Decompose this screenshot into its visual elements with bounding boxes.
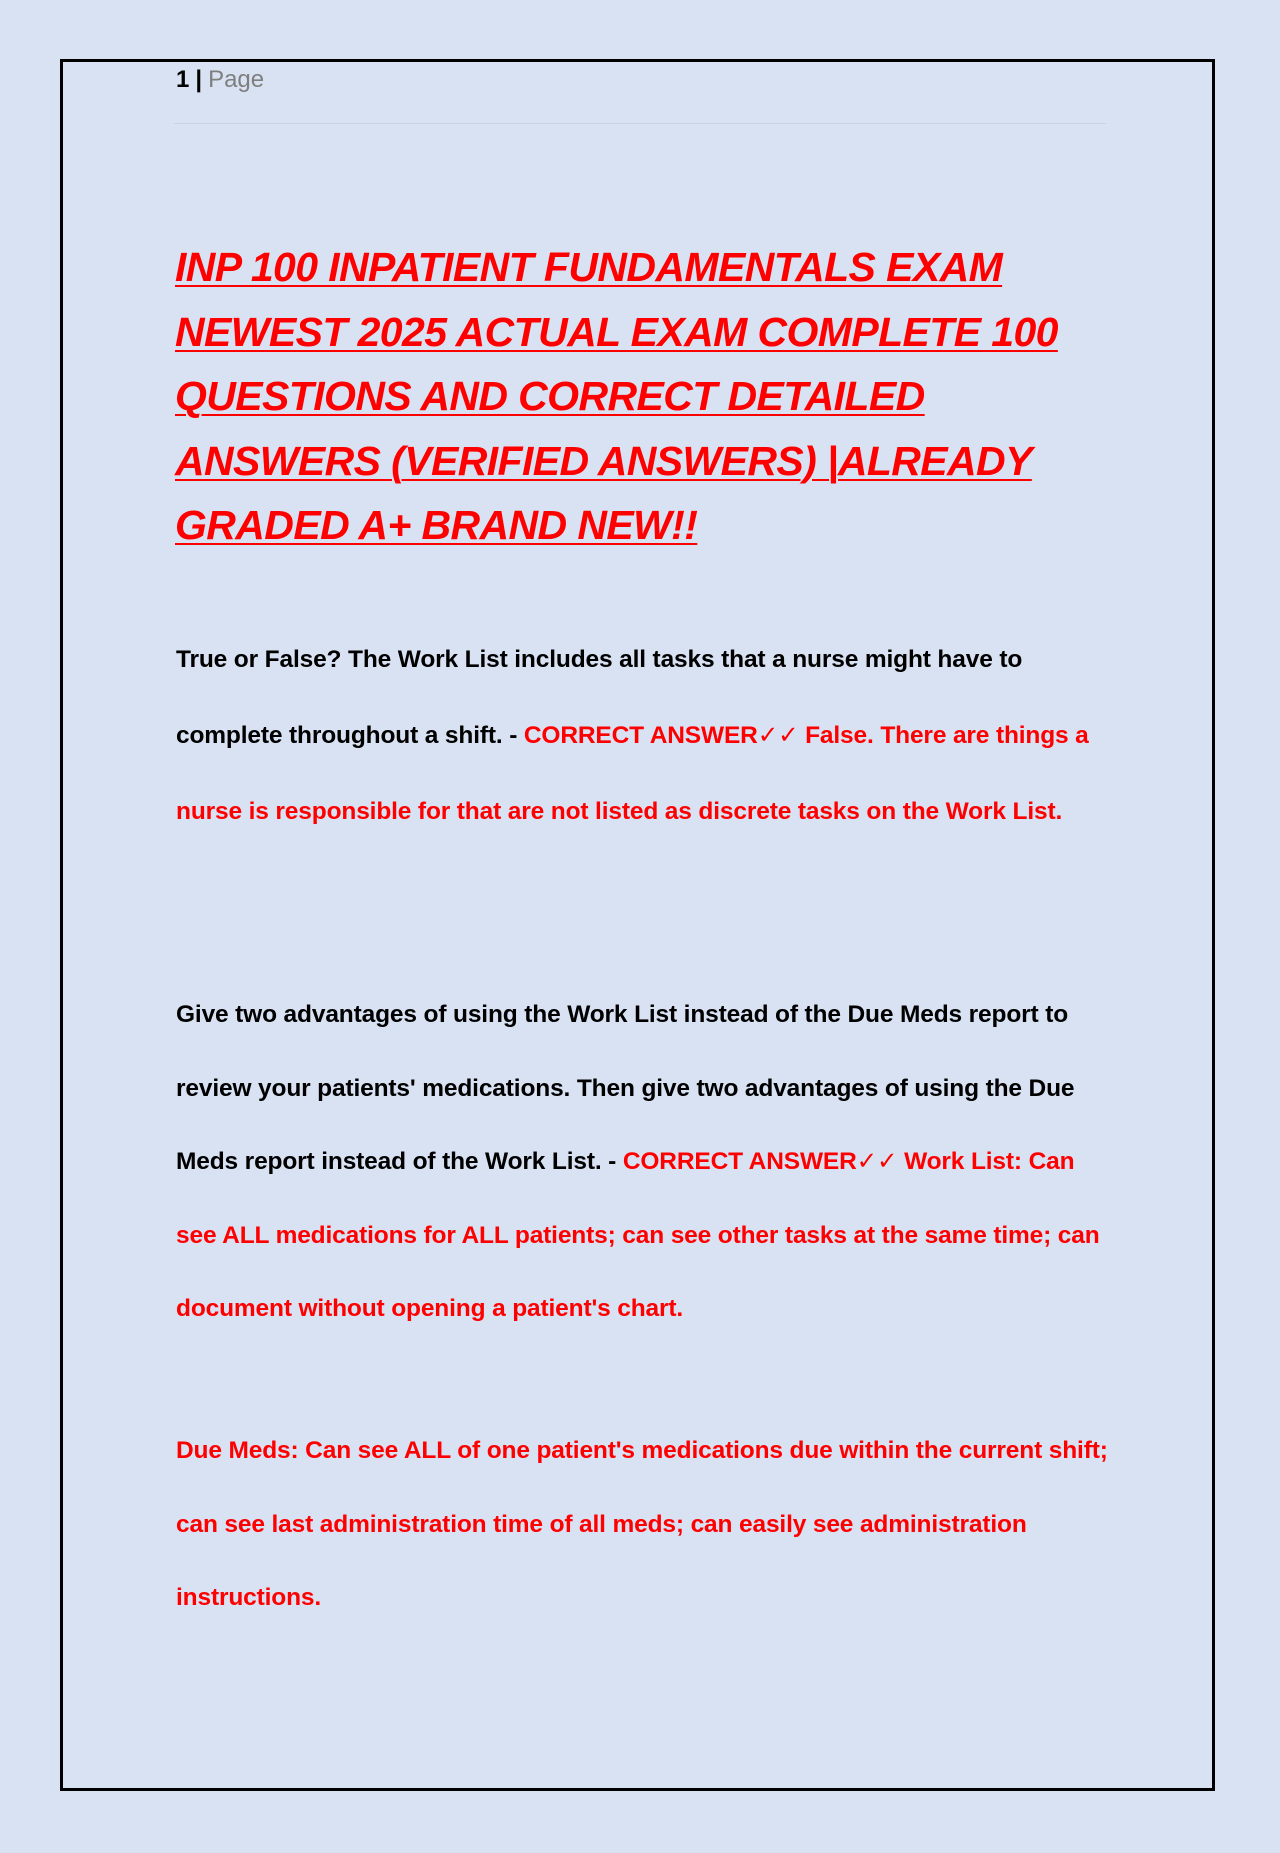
page-number: 1: [176, 66, 190, 93]
question-text: Give two advantages of using the Work List instead of the Due Meds report to review your patients' medications. Then give two advantages of using the Due Meds report instead of the Work List. -: [176, 1001, 1075, 1175]
answer-text: CORRECT ANSWER✓✓ False. There are things a nurse is responsible for that are not listed as discrete tasks on the Work List.: [176, 722, 1089, 825]
header-separator: |: [195, 66, 203, 93]
header-divider: [174, 123, 1106, 124]
answer-continuation: Due Meds: Can see ALL of one patient's medications due within the current shift; can see last administration time of all meds; can easily see administration instructions.: [176, 1437, 1108, 1611]
qa-item-1: [176, 622, 1116, 850]
qa-item-2: [176, 978, 1116, 1346]
document-title: INP 100 INPATIENT FUNDAMENTALS EXAM NEWEST 2025 ACTUAL EXAM COMPLETE 100 QUESTIONS AND CORRECT DETAILED ANSWERS (VERIFIED ANSWERS) |ALREADY GRADED A+ BRAND NEW!!: [175, 244, 1058, 548]
answer-text: CORRECT ANSWER✓✓ Work List: Can see ALL medications for ALL patients; can see other tasks at the same time; can document without opening a patient's chart.: [176, 1148, 1100, 1322]
page-word: Page: [208, 66, 265, 93]
question-text: True or False? The Work List includes all tasks that a nurse might have to complete throughout a shift. -: [176, 646, 1023, 749]
page-header: [176, 64, 264, 96]
